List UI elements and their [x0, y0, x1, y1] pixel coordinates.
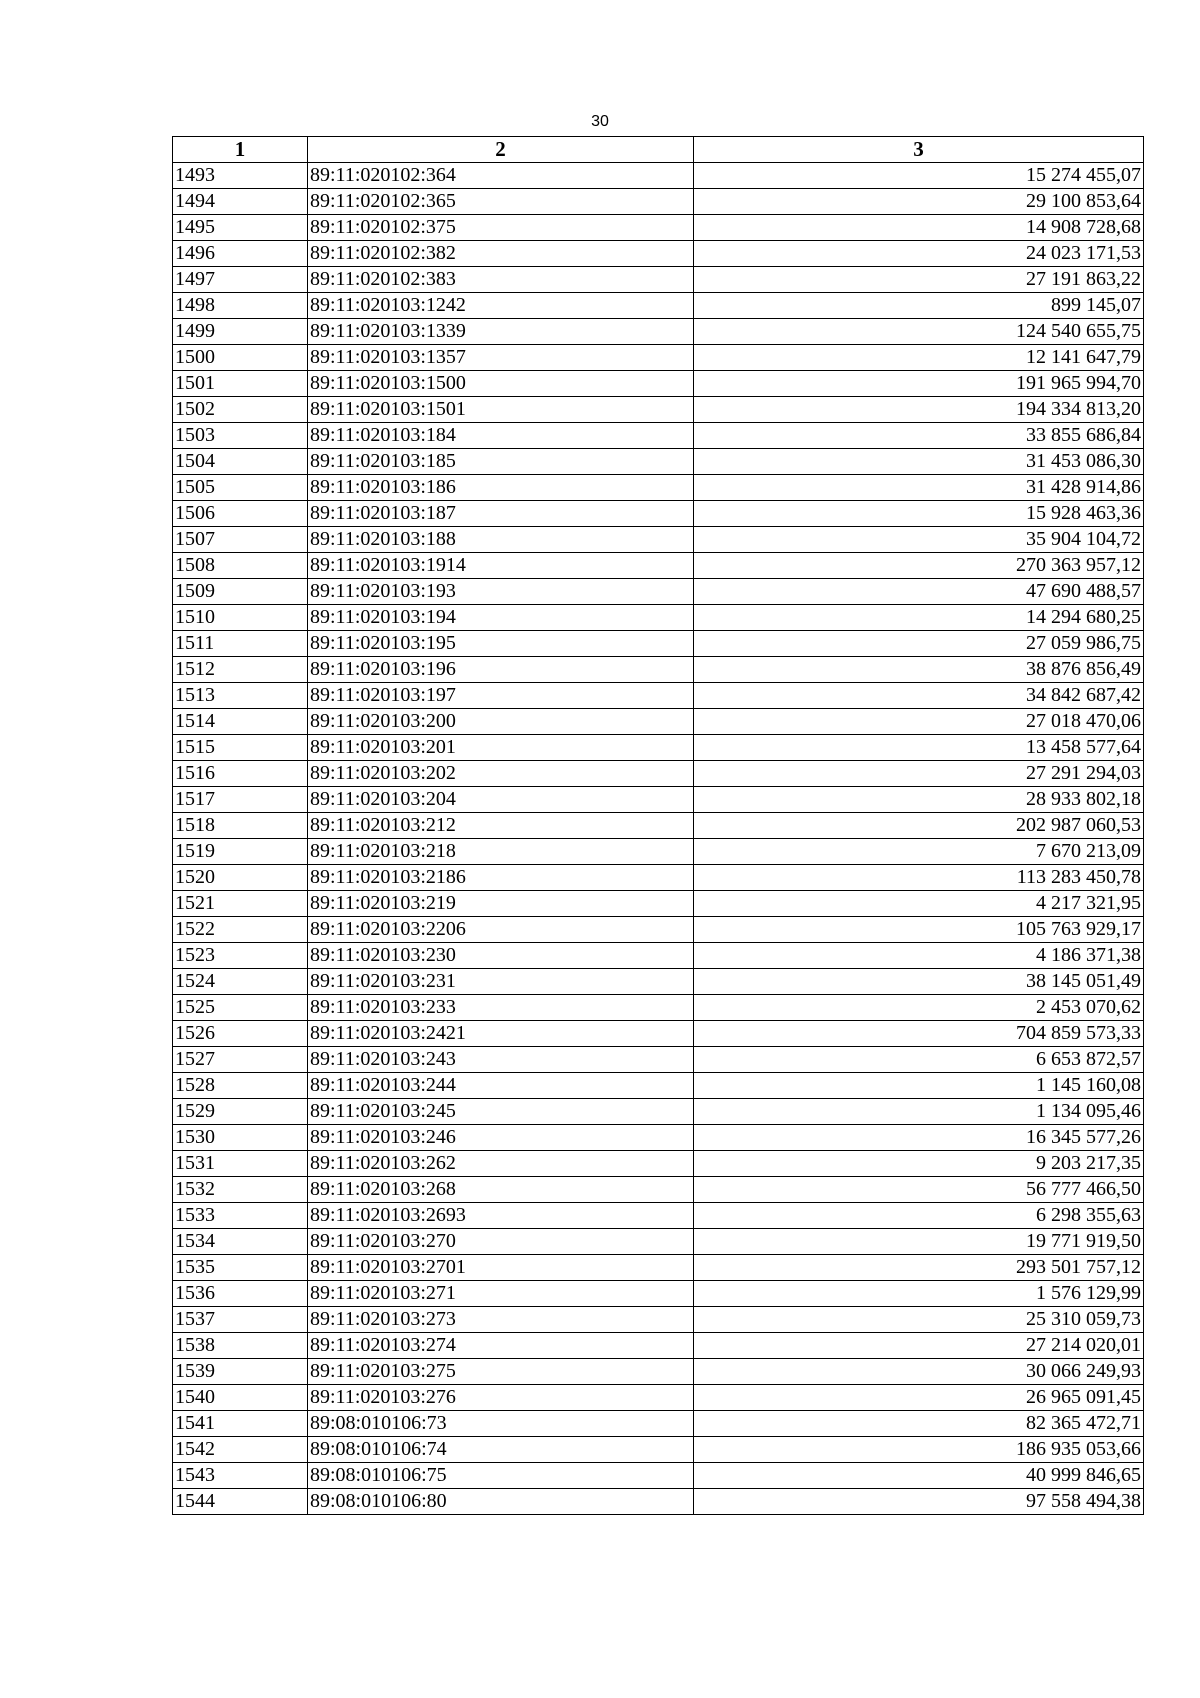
row-number-cell: 1531: [173, 1151, 308, 1177]
row-number-cell: 1532: [173, 1177, 308, 1203]
cadastral-number-cell: 89:11:020103:184: [308, 423, 694, 449]
table-row: [173, 1177, 1144, 1203]
row-number-cell: 1525: [173, 995, 308, 1021]
cadastral-number-cell: 89:11:020103:246: [308, 1125, 694, 1151]
table-row: [173, 553, 1144, 579]
column-header-1: 1: [173, 137, 308, 163]
cadastral-value-cell: 38 876 856,49: [694, 657, 1144, 683]
cadastral-number-cell: 89:11:020102:365: [308, 189, 694, 215]
table-row: [173, 813, 1144, 839]
cadastral-value-cell: 899 145,07: [694, 293, 1144, 319]
row-number-cell: 1505: [173, 475, 308, 501]
row-number-cell: 1495: [173, 215, 308, 241]
cadastral-value-cell: 34 842 687,42: [694, 683, 1144, 709]
cadastral-number-cell: 89:11:020103:219: [308, 891, 694, 917]
cadastral-number-cell: 89:11:020103:1914: [308, 553, 694, 579]
cadastral-value-cell: 270 363 957,12: [694, 553, 1144, 579]
table-header-row: [173, 137, 1144, 163]
row-number-cell: 1511: [173, 631, 308, 657]
row-number-cell: 1506: [173, 501, 308, 527]
cadastral-number-cell: 89:08:010106:80: [308, 1489, 694, 1515]
table-row: [173, 735, 1144, 761]
cadastral-value-cell: 14 294 680,25: [694, 605, 1144, 631]
cadastral-number-cell: 89:11:020103:274: [308, 1333, 694, 1359]
table-row: [173, 1099, 1144, 1125]
row-number-cell: 1494: [173, 189, 308, 215]
cadastral-number-cell: 89:11:020103:276: [308, 1385, 694, 1411]
cadastral-value-cell: 31 428 914,86: [694, 475, 1144, 501]
row-number-cell: 1519: [173, 839, 308, 865]
cadastral-value-cell: 28 933 802,18: [694, 787, 1144, 813]
cadastral-number-cell: 89:11:020103:2186: [308, 865, 694, 891]
cadastral-number-cell: 89:11:020103:233: [308, 995, 694, 1021]
table-row: [173, 1359, 1144, 1385]
cadastral-value-cell: 38 145 051,49: [694, 969, 1144, 995]
cadastral-value-cell: 194 334 813,20: [694, 397, 1144, 423]
cadastral-value-cell: 9 203 217,35: [694, 1151, 1144, 1177]
cadastral-value-cell: 25 310 059,73: [694, 1307, 1144, 1333]
cadastral-value-cell: 6 298 355,63: [694, 1203, 1144, 1229]
row-number-cell: 1514: [173, 709, 308, 735]
cadastral-value-cell: 124 540 655,75: [694, 319, 1144, 345]
cadastral-number-cell: 89:11:020103:270: [308, 1229, 694, 1255]
row-number-cell: 1529: [173, 1099, 308, 1125]
table-row: [173, 969, 1144, 995]
table-row: [173, 579, 1144, 605]
cadastral-number-cell: 89:11:020103:204: [308, 787, 694, 813]
table-body: [173, 163, 1144, 1515]
row-number-cell: 1493: [173, 163, 308, 189]
cadastral-number-cell: 89:11:020103:193: [308, 579, 694, 605]
table-row: [173, 709, 1144, 735]
table-row: [173, 1125, 1144, 1151]
page-number: 30: [591, 113, 609, 130]
row-number-cell: 1512: [173, 657, 308, 683]
row-number-cell: 1498: [173, 293, 308, 319]
row-number-cell: 1543: [173, 1463, 308, 1489]
cadastral-value-cell: 4 217 321,95: [694, 891, 1144, 917]
cadastral-number-cell: 89:11:020103:187: [308, 501, 694, 527]
cadastral-value-cell: 4 186 371,38: [694, 943, 1144, 969]
cadastral-number-cell: 89:11:020103:1339: [308, 319, 694, 345]
cadastral-value-cell: 97 558 494,38: [694, 1489, 1144, 1515]
row-number-cell: 1536: [173, 1281, 308, 1307]
cadastral-number-cell: 89:11:020103:271: [308, 1281, 694, 1307]
cadastral-number-cell: 89:11:020103:244: [308, 1073, 694, 1099]
table-row: [173, 943, 1144, 969]
cadastral-number-cell: 89:11:020102:375: [308, 215, 694, 241]
cadastral-number-cell: 89:11:020103:243: [308, 1047, 694, 1073]
row-number-cell: 1539: [173, 1359, 308, 1385]
cadastral-number-cell: 89:11:020103:188: [308, 527, 694, 553]
cadastral-number-cell: 89:11:020103:268: [308, 1177, 694, 1203]
row-number-cell: 1515: [173, 735, 308, 761]
table-row: [173, 631, 1144, 657]
table-row: [173, 1489, 1144, 1515]
row-number-cell: 1518: [173, 813, 308, 839]
table-row: [173, 163, 1144, 189]
row-number-cell: 1524: [173, 969, 308, 995]
cadastral-value-cell: 2 453 070,62: [694, 995, 1144, 1021]
table-row: [173, 683, 1144, 709]
cadastral-number-cell: 89:11:020103:1357: [308, 345, 694, 371]
table-row: [173, 1255, 1144, 1281]
table-row: [173, 501, 1144, 527]
cadastral-value-cell: 19 771 919,50: [694, 1229, 1144, 1255]
table-row: [173, 1411, 1144, 1437]
table-row: [173, 397, 1144, 423]
table-row: [173, 1073, 1144, 1099]
table-row: [173, 1463, 1144, 1489]
cadastral-value-cell: 16 345 577,26: [694, 1125, 1144, 1151]
cadastral-number-cell: 89:11:020103:212: [308, 813, 694, 839]
cadastral-value-cell: 27 059 986,75: [694, 631, 1144, 657]
row-number-cell: 1541: [173, 1411, 308, 1437]
table-row: [173, 1229, 1144, 1255]
table-row: [173, 917, 1144, 943]
row-number-cell: 1522: [173, 917, 308, 943]
cadastral-value-cell: 82 365 472,71: [694, 1411, 1144, 1437]
cadastral-value-cell: 6 653 872,57: [694, 1047, 1144, 1073]
table-row: [173, 293, 1144, 319]
cadastral-value-cell: 27 214 020,01: [694, 1333, 1144, 1359]
row-number-cell: 1513: [173, 683, 308, 709]
cadastral-value-cell: 202 987 060,53: [694, 813, 1144, 839]
cadastral-number-cell: 89:11:020103:196: [308, 657, 694, 683]
cadastral-value-cell: 15 928 463,36: [694, 501, 1144, 527]
table-row: [173, 267, 1144, 293]
cadastral-value-cell: 31 453 086,30: [694, 449, 1144, 475]
table-row: [173, 189, 1144, 215]
row-number-cell: 1542: [173, 1437, 308, 1463]
row-number-cell: 1544: [173, 1489, 308, 1515]
cadastral-number-cell: 89:11:020103:218: [308, 839, 694, 865]
row-number-cell: 1509: [173, 579, 308, 605]
row-number-cell: 1528: [173, 1073, 308, 1099]
cadastral-value-cell: 105 763 929,17: [694, 917, 1144, 943]
table-row: [173, 865, 1144, 891]
table-row: [173, 1151, 1144, 1177]
cadastral-number-cell: 89:08:010106:75: [308, 1463, 694, 1489]
cadastral-number-cell: 89:11:020103:230: [308, 943, 694, 969]
cadastral-number-cell: 89:11:020103:197: [308, 683, 694, 709]
cadastral-number-cell: 89:11:020103:201: [308, 735, 694, 761]
cadastral-value-cell: 40 999 846,65: [694, 1463, 1144, 1489]
row-number-cell: 1520: [173, 865, 308, 891]
table-row: [173, 1385, 1144, 1411]
table-row: [173, 319, 1144, 345]
cadastral-value-cell: 191 965 994,70: [694, 371, 1144, 397]
row-number-cell: 1535: [173, 1255, 308, 1281]
table-row: [173, 527, 1144, 553]
table-row: [173, 241, 1144, 267]
table-row: [173, 345, 1144, 371]
cadastral-value-cell: 30 066 249,93: [694, 1359, 1144, 1385]
cadastral-value-cell: 186 935 053,66: [694, 1437, 1144, 1463]
row-number-cell: 1534: [173, 1229, 308, 1255]
row-number-cell: 1497: [173, 267, 308, 293]
cadastral-number-cell: 89:11:020103:2421: [308, 1021, 694, 1047]
cadastral-value-cell: 47 690 488,57: [694, 579, 1144, 605]
table-row: [173, 839, 1144, 865]
table-row: [173, 995, 1144, 1021]
cadastral-value-cell: 1 145 160,08: [694, 1073, 1144, 1099]
cadastral-number-cell: 89:11:020103:273: [308, 1307, 694, 1333]
row-number-cell: 1500: [173, 345, 308, 371]
cadastral-value-cell: 27 018 470,06: [694, 709, 1144, 735]
cadastral-value-cell: 27 291 294,03: [694, 761, 1144, 787]
cadastral-value-cell: 13 458 577,64: [694, 735, 1144, 761]
cadastral-number-cell: 89:11:020102:364: [308, 163, 694, 189]
row-number-cell: 1510: [173, 605, 308, 631]
cadastral-value-cell: 29 100 853,64: [694, 189, 1144, 215]
cadastral-value-cell: 12 141 647,79: [694, 345, 1144, 371]
table-row: [173, 761, 1144, 787]
table-row: [173, 449, 1144, 475]
row-number-cell: 1533: [173, 1203, 308, 1229]
cadastral-number-cell: 89:11:020103:262: [308, 1151, 694, 1177]
row-number-cell: 1502: [173, 397, 308, 423]
row-number-cell: 1504: [173, 449, 308, 475]
cadastral-number-cell: 89:08:010106:74: [308, 1437, 694, 1463]
cadastral-number-cell: 89:11:020103:245: [308, 1099, 694, 1125]
row-number-cell: 1501: [173, 371, 308, 397]
cadastral-value-cell: 15 274 455,07: [694, 163, 1144, 189]
cadastral-value-cell: 113 283 450,78: [694, 865, 1144, 891]
table-row: [173, 215, 1144, 241]
cadastral-value-cell: 26 965 091,45: [694, 1385, 1144, 1411]
row-number-cell: 1538: [173, 1333, 308, 1359]
table-row: [173, 423, 1144, 449]
row-number-cell: 1530: [173, 1125, 308, 1151]
table-row: [173, 1437, 1144, 1463]
row-number-cell: 1540: [173, 1385, 308, 1411]
cadastral-number-cell: 89:11:020103:202: [308, 761, 694, 787]
cadastral-number-cell: 89:11:020103:2206: [308, 917, 694, 943]
cadastral-value-cell: 293 501 757,12: [694, 1255, 1144, 1281]
row-number-cell: 1499: [173, 319, 308, 345]
row-number-cell: 1503: [173, 423, 308, 449]
cadastral-value-cell: 1 576 129,99: [694, 1281, 1144, 1307]
row-number-cell: 1523: [173, 943, 308, 969]
table-row: [173, 1333, 1144, 1359]
cadastral-value-cell: 35 904 104,72: [694, 527, 1144, 553]
table-row: [173, 1281, 1144, 1307]
cadastral-value-cell: 1 134 095,46: [694, 1099, 1144, 1125]
cadastral-number-cell: 89:11:020103:1500: [308, 371, 694, 397]
row-number-cell: 1521: [173, 891, 308, 917]
column-header-3: 3: [694, 137, 1144, 163]
cadastral-number-cell: 89:11:020102:383: [308, 267, 694, 293]
cadastral-value-cell: 56 777 466,50: [694, 1177, 1144, 1203]
cadastral-value-cell: 33 855 686,84: [694, 423, 1144, 449]
table-row: [173, 787, 1144, 813]
cadastral-value-cell: 24 023 171,53: [694, 241, 1144, 267]
cadastral-value-table: [172, 136, 1144, 1515]
row-number-cell: 1537: [173, 1307, 308, 1333]
cadastral-number-cell: 89:11:020103:186: [308, 475, 694, 501]
cadastral-number-cell: 89:11:020103:2701: [308, 1255, 694, 1281]
cadastral-number-cell: 89:11:020102:382: [308, 241, 694, 267]
cadastral-value-cell: 27 191 863,22: [694, 267, 1144, 293]
cadastral-number-cell: 89:11:020103:231: [308, 969, 694, 995]
cadastral-number-cell: 89:11:020103:1242: [308, 293, 694, 319]
row-number-cell: 1507: [173, 527, 308, 553]
cadastral-number-cell: 89:11:020103:200: [308, 709, 694, 735]
cadastral-value-cell: 14 908 728,68: [694, 215, 1144, 241]
table-row: [173, 1307, 1144, 1333]
cadastral-number-cell: 89:11:020103:195: [308, 631, 694, 657]
cadastral-number-cell: 89:11:020103:275: [308, 1359, 694, 1385]
table-row: [173, 475, 1144, 501]
table-row: [173, 891, 1144, 917]
cadastral-number-cell: 89:11:020103:185: [308, 449, 694, 475]
table-row: [173, 1203, 1144, 1229]
table-row: [173, 1047, 1144, 1073]
table-row: [173, 657, 1144, 683]
cadastral-number-cell: 89:11:020103:194: [308, 605, 694, 631]
row-number-cell: 1526: [173, 1021, 308, 1047]
column-header-2: 2: [308, 137, 694, 163]
cadastral-number-cell: 89:08:010106:73: [308, 1411, 694, 1437]
table-row: [173, 1021, 1144, 1047]
cadastral-value-cell: 704 859 573,33: [694, 1021, 1144, 1047]
cadastral-number-cell: 89:11:020103:2693: [308, 1203, 694, 1229]
cadastral-number-cell: 89:11:020103:1501: [308, 397, 694, 423]
row-number-cell: 1508: [173, 553, 308, 579]
row-number-cell: 1527: [173, 1047, 308, 1073]
cadastral-value-cell: 7 670 213,09: [694, 839, 1144, 865]
row-number-cell: 1496: [173, 241, 308, 267]
row-number-cell: 1517: [173, 787, 308, 813]
table-row: [173, 371, 1144, 397]
table-row: [173, 605, 1144, 631]
row-number-cell: 1516: [173, 761, 308, 787]
